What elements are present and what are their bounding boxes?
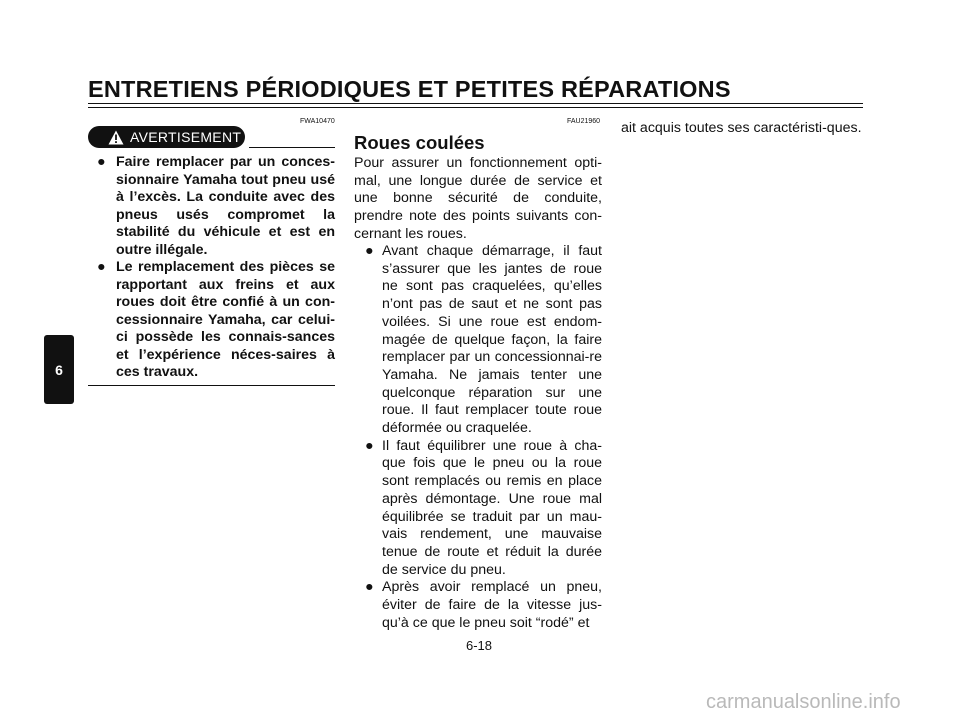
page-number: 6-18 [465, 638, 493, 653]
bullet-icon: ● [365, 243, 374, 259]
warning-code: FWA10470 [300, 118, 335, 125]
section-item-text: Après avoir remplacé un pneu, éviter de faire de la vitesse jus-qu’à ce que le pneu soit “rodé” et [382, 579, 602, 631]
title-rule [88, 103, 863, 104]
warning-badge [88, 126, 245, 148]
chapter-number: 6 [55, 361, 63, 378]
title-rule-thin [88, 107, 863, 108]
section-item [365, 579, 602, 632]
warning-header-rule [249, 147, 335, 148]
bullet-icon: ● [365, 437, 374, 454]
warning-triangle-icon [108, 130, 124, 145]
warning-item [97, 259, 335, 382]
section-item-text: Avant chaque démarrage, il faut s’assurer que les jantes de roue ne sont pas craquelées, qu’elles n’ont pas de saut et ne sont pas voilées. Si une roue est endom-magée de quelque façon, la faire remplacer par un concessionnai-re Yamaha. Ne jamais tenter une quelconque réparation sur une roue. Il faut remplacer toute roue déformée ou craquelée. [382, 243, 602, 437]
bullet-icon: ● [97, 259, 106, 275]
warning-label: AVERTISEMENT [130, 129, 242, 145]
bullet-icon: ● [97, 154, 106, 170]
section-title: Roues coulées [354, 132, 485, 153]
section-intro: Pour assurer un fonctionnement opti-mal, une longue durée de service et une bonne sécurité de conduite, prendre note des points suivants con-cernant les roues. [354, 155, 602, 242]
warning-item-text: Faire remplacer par un conces-sionnaire Yamaha tout pneu usé à l’excès. La conduite avec des pneus usés compromet la stabilité du véhicule et est en outre illégale. [116, 154, 335, 258]
warning-list [97, 154, 335, 382]
section-item-text: Il faut équilibrer une roue à cha-que fois que le pneu ou la roue sont remplacés ou remis en place après démontage. Une roue mal équilibrée se traduit par un mau-vais rendement, une mauvaise tenue de route et réduit la durée de service du pneu. [382, 437, 602, 578]
section-list [365, 243, 602, 632]
section-item [365, 438, 602, 580]
section-item [365, 243, 602, 438]
watermark: carmanualsonline.info [706, 691, 901, 713]
section-code: FAU21960 [567, 118, 601, 125]
continuation-text: ait acquis toutes ses caractéristi-ques. [621, 120, 862, 136]
warning-item [97, 154, 335, 259]
warning-item-text: Le remplacement des pièces se rapportant aux freins et aux roues doit être confié à un con-cessionnaire Yamaha, car celui-ci possède les connais-sances et l’expérience néces-saires à ces travaux. [116, 259, 335, 380]
warning-bottom-rule [88, 385, 335, 386]
bullet-icon: ● [365, 579, 374, 596]
page-title: ENTRETIENS PÉRIODIQUES ET PETITES RÉPARATIONS [88, 76, 731, 102]
